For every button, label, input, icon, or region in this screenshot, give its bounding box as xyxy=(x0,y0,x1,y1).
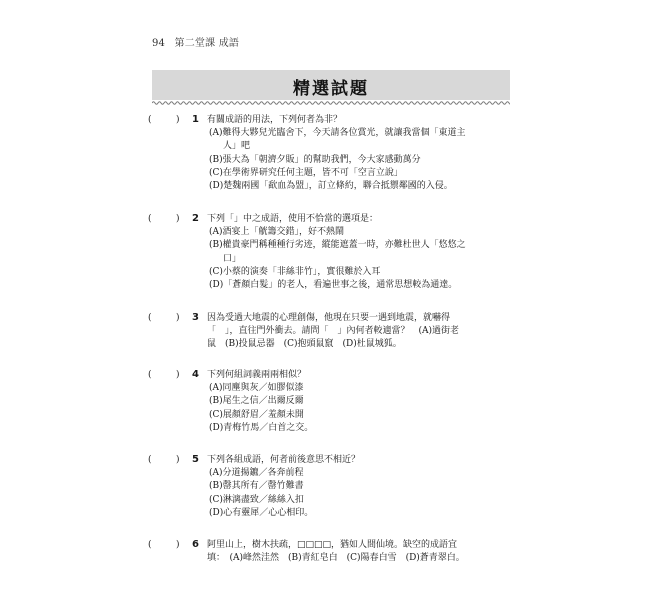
option-a: (A)酒宴上「觥籌交錯」，好不熱鬧 xyxy=(209,227,345,238)
answer-paren-close: ) xyxy=(176,115,180,125)
section-title: 精選試題 xyxy=(293,79,369,99)
question-stem: 有關成語的用法，下列何者為非？ xyxy=(207,115,343,125)
answer-paren-open: ( xyxy=(148,313,152,323)
option-d: (D)心有靈犀／心心相印。 xyxy=(209,507,314,518)
answer-paren-open: ( xyxy=(148,540,152,550)
answer-paren-open: ( xyxy=(148,370,152,380)
running-header xyxy=(152,34,239,49)
option-b: (B)權貴豪門稱種種行劣迹，縱能遮蓋一時，亦難杜世人「悠悠之 xyxy=(209,240,466,251)
option-a-continued: 人」吧 xyxy=(223,141,251,152)
question-stem: 下列「」中之成語，使用不恰當的選項是： xyxy=(207,214,379,224)
question-number: 5 xyxy=(192,454,199,465)
answer-paren-close: ) xyxy=(176,370,180,380)
question-stem: 下列各組成語，何者前後意思不相近？ xyxy=(207,455,361,465)
question-number: 6 xyxy=(192,539,199,550)
option-b: (B)張大為「朝濟夕販」的幫助我們，今大家感動萬分 xyxy=(209,154,421,165)
answer-paren-close: ) xyxy=(176,540,180,550)
option-a: (A)同塵與灰／如膠似漆 xyxy=(209,383,304,394)
answer-paren-close: ) xyxy=(176,455,180,465)
answer-paren-close: ) xyxy=(176,214,180,224)
question-stem: 下列何組詞義兩兩相似？ xyxy=(207,370,307,380)
question-number: 2 xyxy=(192,213,199,224)
answer-paren-open: ( xyxy=(148,214,152,224)
option-c: (C)展顏舒眉／羞顏未開 xyxy=(209,409,304,420)
page-number: 94 xyxy=(152,38,166,49)
question-text-line-2: 填： (A)峰然洼然 (B)青紅皂白 (C)陽春白雪 (D)蒼青翠白。 xyxy=(207,553,465,564)
option-a: (A)難得大夥兒光臨舍下，今天請各位賞光，就讓我當個「東道主 xyxy=(209,128,466,139)
options-list xyxy=(209,382,509,435)
option-b: (B)罄其所有／罄竹難書 xyxy=(209,481,304,492)
option-d: (D)青梅竹馬／白首之交。 xyxy=(209,422,314,433)
option-d: (D)楚魏兩國「歃血為盟」，訂立條約，聯合抵禦鄰國的入侵。 xyxy=(209,181,453,191)
options-list xyxy=(209,226,509,292)
wavy-divider xyxy=(152,100,510,106)
answer-paren-close: ) xyxy=(176,313,180,323)
answer-paren-open: ( xyxy=(148,115,152,125)
option-a: (A)分道揚鑣／各奔前程 xyxy=(209,468,304,479)
option-d: (D)「蒼顏白髮」的老人，看遍世事之後，通常思想較為通達。 xyxy=(209,280,458,290)
option-b-continued: 口」 xyxy=(223,253,242,264)
question-number: 3 xyxy=(192,312,199,323)
option-c: (C)小蔡的演奏「非絲非竹」，實很難於入耳 xyxy=(209,266,381,277)
option-c: (C)在學術界研究任何主題，皆不可「空言立說」 xyxy=(209,167,403,178)
chapter-title: 第二堂課 成語 xyxy=(174,38,240,49)
option-c: (C)淋漓盡致／絲絲入扣 xyxy=(209,494,304,505)
answer-paren-open: ( xyxy=(148,455,152,465)
question-number: 4 xyxy=(192,369,199,380)
question-text-line-1: 阿里山上，樹木扶疏，□□□□，猶如人間仙境。缺空的成語宜 xyxy=(207,540,458,550)
question-text-line-2: 「 」，直往門外衝去。請問「 」內何者較適當？ (A)過街老 xyxy=(207,326,460,337)
option-b: (B)尾生之信／出爾反爾 xyxy=(209,396,304,407)
question-text-line-3: 鼠 (B)投鼠忌器 (C)抱頭鼠竄 (D)杜鼠城狐。 xyxy=(207,339,402,350)
options-list xyxy=(209,467,509,520)
options-list xyxy=(209,127,509,193)
question-number: 1 xyxy=(192,114,199,125)
question-text-line-1: 因為受過大地震的心理創傷，他現在只要一遇到地震，就嚇得 xyxy=(207,313,451,323)
section-title-band xyxy=(152,70,510,100)
